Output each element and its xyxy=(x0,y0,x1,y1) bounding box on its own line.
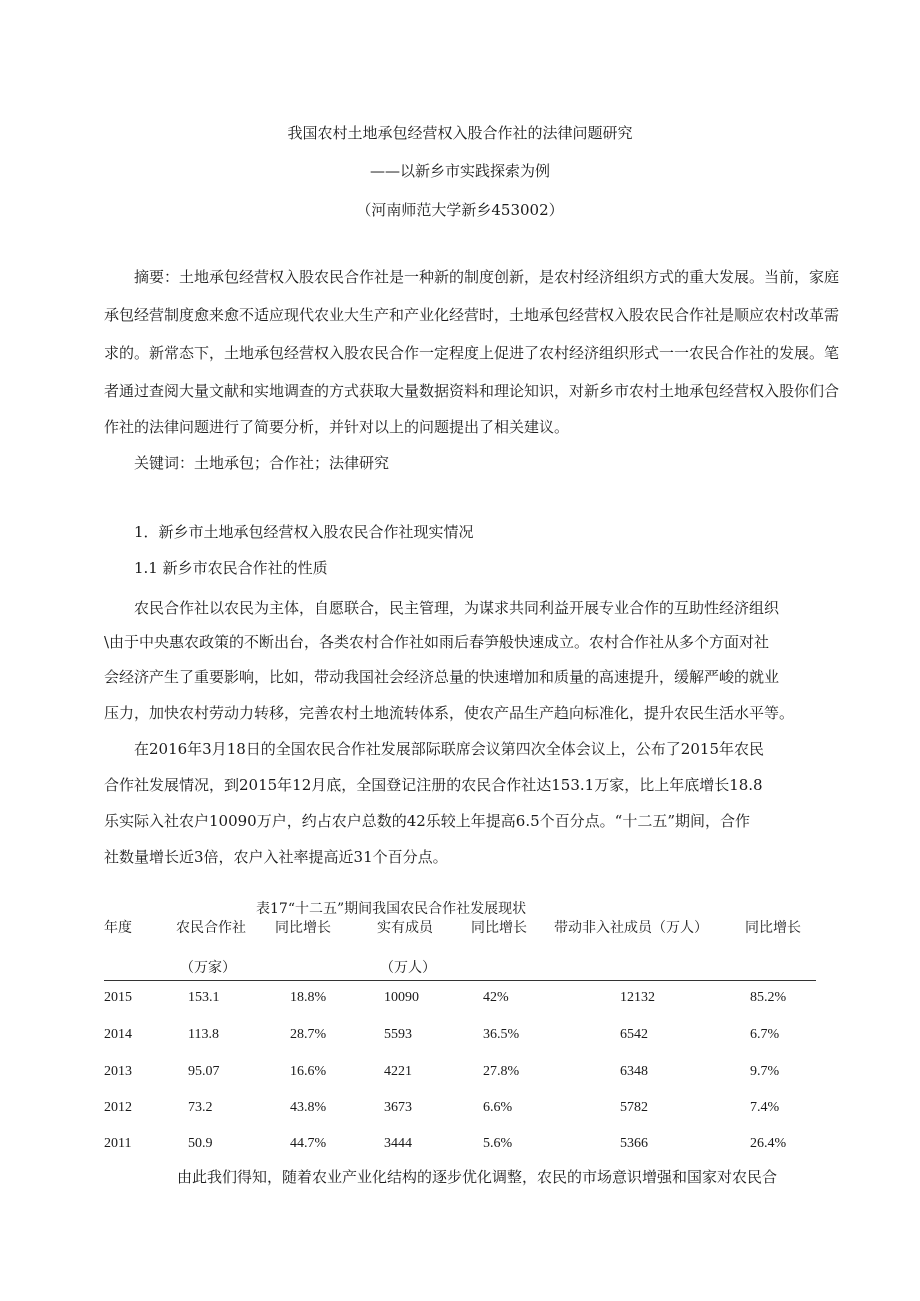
abstract-line: 者通过查阅大量文献和实地调查的方式获取大量数据资料和理论知识，对新乡市农村土地承包经营权入股你们合 xyxy=(104,382,840,400)
keywords: 关键词：土地承包；合作社；法律研究 xyxy=(134,454,390,472)
table-cell: 28.7% xyxy=(290,1027,327,1042)
abstract-line: 承包经营制度愈来愈不适应现代农业大生产和产业化经营时，土地承包经营权入股农民合作社是顺应农村改革需 xyxy=(104,306,840,324)
table-cell: 6348 xyxy=(620,1064,648,1079)
table-cell: 5593 xyxy=(384,1027,412,1042)
section-heading: 1．新乡市土地承包经营权入股农民合作社现实情况 xyxy=(134,523,474,541)
table-cell: 18.8% xyxy=(290,990,327,1005)
paper-subtitle: ——以新乡市实践探索为例 xyxy=(369,162,550,180)
column-header: 同比增长 xyxy=(745,920,801,936)
paragraph-line: \由于中央惠农政策的不断出台，各类农村合作社如雨后春笋般快速成立。农村合作社从多个方面对社 xyxy=(104,633,770,651)
table-cell: 85.2% xyxy=(750,990,787,1005)
table-cell: 6.7% xyxy=(750,1027,780,1042)
column-header: 同比增长 xyxy=(275,920,331,936)
table-cell: 43.8% xyxy=(290,1100,327,1115)
table-cell: 42% xyxy=(483,990,509,1005)
table-caption: 表17“十二五”期间我国农民合作社发展现状 xyxy=(256,901,527,917)
paragraph-line: 在2016年3月18日的全国农民合作社发展部际联席会议第四次全体会议上，公布了2015年农民 xyxy=(134,740,764,758)
table-cell: 6.6% xyxy=(483,1100,513,1115)
table-cell: 16.6% xyxy=(290,1064,327,1079)
table-cell: 73.2 xyxy=(188,1100,213,1115)
abstract-line: 摘要：土地承包经营权入股农民合作社是一种新的制度创新，是农村经济组织方式的重大发展。当前，家庭 xyxy=(134,268,840,286)
column-header: 同比增长 xyxy=(471,920,527,936)
table-cell: 44.7% xyxy=(290,1136,327,1151)
table-cell: 10090 xyxy=(384,990,419,1005)
paragraph-line: 社数量增长近3倍，农户入社率提高近31个百分点。 xyxy=(104,848,448,866)
column-header: 带动非入社成员（万人） xyxy=(554,920,708,936)
table-cell: 3673 xyxy=(384,1100,412,1115)
table-cell: 153.1 xyxy=(188,990,220,1005)
table-cell: 9.7% xyxy=(750,1064,780,1079)
table-cell: 5366 xyxy=(620,1136,648,1151)
table-cell: 3444 xyxy=(384,1136,412,1151)
table-cell: 26.4% xyxy=(750,1136,787,1151)
column-header: 实有成员 xyxy=(377,920,433,936)
table-cell: 113.8 xyxy=(188,1027,219,1042)
subsection-heading: 1.1 新乡市农民合作社的性质 xyxy=(134,559,328,577)
table-year-cell: 2014 xyxy=(104,1027,132,1042)
column-subheader: （万家） xyxy=(180,960,236,976)
table-cell: 36.5% xyxy=(483,1027,520,1042)
table-cell: 6542 xyxy=(620,1027,648,1042)
abstract-line: 求的。新常态下，土地承包经营权入股农民合作一定程度上促进了农村经济组织形式一一农民合作社的发展。笔 xyxy=(104,344,840,362)
table-cell: 5.6% xyxy=(483,1136,513,1151)
affiliation: （河南师范大学新乡453002） xyxy=(356,201,564,219)
column-subheader: （万人） xyxy=(380,960,436,976)
table-cell: 5782 xyxy=(620,1100,648,1115)
paragraph-line: 由此我们得知，随着农业产业化结构的逐步优化调整，农民的市场意识增强和国家对农民合 xyxy=(177,1168,778,1186)
table-cell: 12132 xyxy=(620,990,655,1005)
table-year-cell: 2015 xyxy=(104,990,132,1005)
paragraph-line: 农民合作社以农民为主体，自愿联合，民主管理，为谋求共同利益开展专业合作的互助性经济组织 xyxy=(134,599,780,617)
table-year-cell: 2012 xyxy=(104,1100,132,1115)
abstract-line: 作社的法律问题进行了简要分析，并针对以上的问题提出了相关建议。 xyxy=(104,418,570,436)
paragraph-line: 会经济产生了重要影响，比如，带动我国社会经济总量的快速增加和质量的高速提升，缓解严峻的就业 xyxy=(104,668,780,686)
column-header: 农民合作社 xyxy=(176,920,246,936)
table-cell: 95.07 xyxy=(188,1064,220,1079)
table-year-cell: 2013 xyxy=(104,1064,132,1079)
paragraph-line: 合作社发展情况，到2015年12月底，全国登记注册的农民合作社达153.1万家，比上年底增长18.8 xyxy=(104,776,763,794)
column-header: 年度 xyxy=(104,920,132,936)
paragraph-line: 乐实际入社农户10090万户，约占农户总数的42乐较上年提高6.5个百分点。“十二五”期间，合作 xyxy=(104,812,750,830)
table-cell: 50.9 xyxy=(188,1136,213,1151)
table-rule xyxy=(104,980,816,981)
table-cell: 7.4% xyxy=(750,1100,780,1115)
paper-title: 我国农村土地承包经营权入股合作社的法律问题研究 xyxy=(287,124,633,142)
table-year-cell: 2011 xyxy=(104,1136,132,1151)
table-cell: 27.8% xyxy=(483,1064,520,1079)
paragraph-line: 压力，加快农村劳动力转移，完善农村土地流转体系，使农产品生产趋向标准化，提升农民生活水平等。 xyxy=(104,704,795,722)
table-cell: 4221 xyxy=(384,1064,412,1079)
